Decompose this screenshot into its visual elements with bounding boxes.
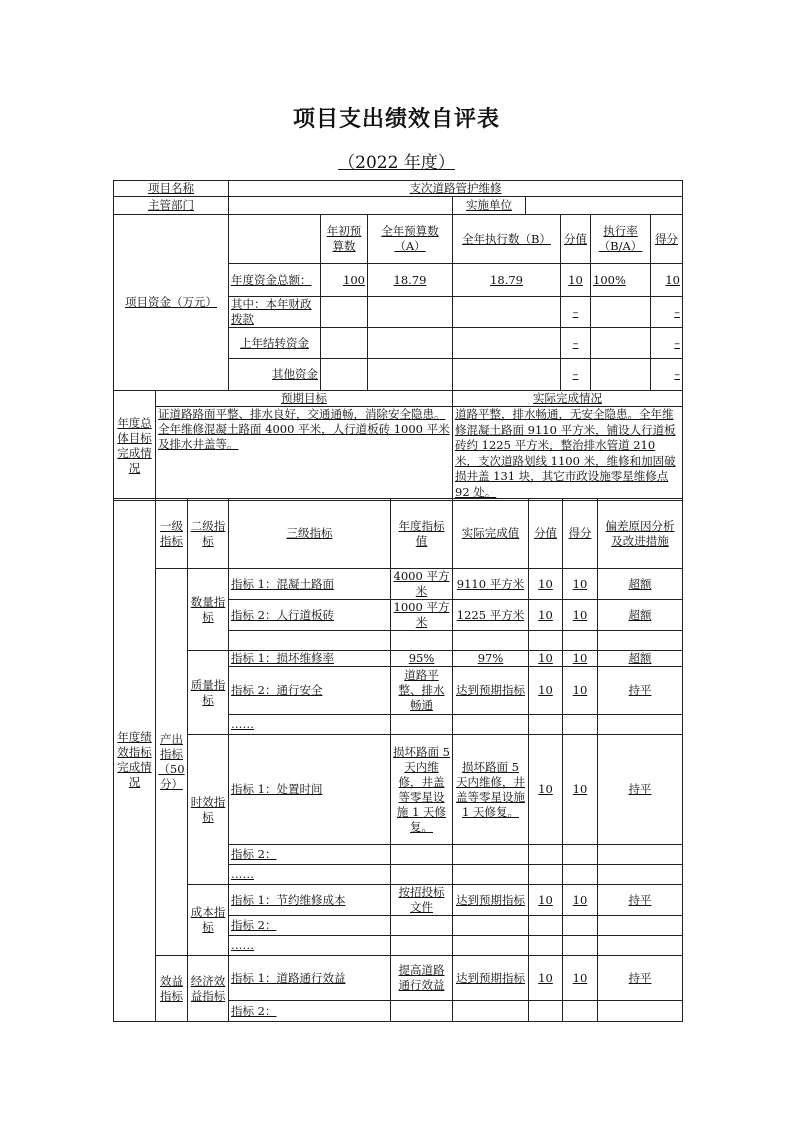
- indicator-target: [391, 735, 453, 845]
- funds-row-label: 其他资金: [229, 359, 321, 391]
- indicator-weight: [529, 600, 563, 631]
- indicator-target: [391, 631, 453, 651]
- level2-indicator-text: 数量指标: [190, 594, 226, 624]
- indicator-column-header-text: 年度指标值: [398, 518, 445, 548]
- indicator-deviation: [598, 569, 683, 600]
- indicator-name-text: 指标 1：处置时间: [231, 782, 323, 796]
- indicator-score: [563, 936, 598, 956]
- funds-score: –: [651, 328, 683, 359]
- indicator-name-text: ……: [231, 717, 254, 731]
- indicator-deviation: [598, 885, 683, 916]
- indicator-weight-text: 10: [538, 970, 553, 985]
- indicator-score: [563, 735, 598, 845]
- level2-indicator-text: 时效指标: [190, 794, 226, 824]
- indicator-actual-text: 1225 平方米: [456, 607, 525, 622]
- indicator-target: [391, 715, 453, 735]
- funds-initial: [321, 359, 368, 391]
- indicators-label: [114, 499, 156, 1022]
- indicator-row: [114, 735, 683, 845]
- funds-weight: –: [561, 328, 591, 359]
- indicator-score: [563, 916, 598, 936]
- project-name-value: 支次道路管护维修: [229, 181, 683, 197]
- funds-annual: [368, 359, 453, 391]
- indicator-target-text: 95%: [408, 651, 435, 665]
- indicator-name: [229, 956, 391, 1001]
- indicator-row: [114, 569, 683, 600]
- indicator-column-header: [391, 499, 453, 569]
- indicator-target: [391, 651, 453, 667]
- indicator-weight: [529, 631, 563, 651]
- funds-header: 全年执行数（B）: [453, 215, 561, 264]
- indicator-deviation: [598, 936, 683, 956]
- indicator-target: [391, 667, 453, 715]
- indicator-weight: [529, 735, 563, 845]
- empty-cell: [229, 215, 321, 264]
- indicator-deviation: [598, 735, 683, 845]
- indicator-deviation: [598, 956, 683, 1001]
- indicator-actual: [453, 715, 529, 735]
- indicator-actual-text: 达到预期指标: [456, 683, 525, 697]
- indicators-header-row: [114, 499, 683, 569]
- indicator-deviation: [598, 865, 683, 885]
- indicator-name: [229, 885, 391, 916]
- indicator-score-text: 10: [572, 970, 588, 985]
- indicator-name-text: 指标 2：: [231, 918, 277, 932]
- indicator-actual: [453, 667, 529, 715]
- indicator-score: [563, 651, 598, 667]
- project-info-table: [113, 180, 683, 391]
- indicator-name: [229, 600, 391, 631]
- indicator-actual: [453, 569, 529, 600]
- funds-annual: [368, 328, 453, 359]
- indicator-name: [229, 916, 391, 936]
- indicator-deviation: [598, 1001, 683, 1022]
- indicator-actual-text: 达到预期指标: [456, 970, 525, 985]
- funds-row-label: 年度资金总额：: [229, 264, 321, 297]
- indicator-score: [563, 1001, 598, 1022]
- indicator-weight: [529, 715, 563, 735]
- funds-rate: [591, 328, 651, 359]
- funds-rate: [591, 359, 651, 391]
- level2-indicator-text: 质量指标: [190, 677, 226, 707]
- indicator-deviation-text: 超额: [628, 576, 652, 591]
- indicator-column-header: [156, 499, 188, 569]
- indicators-label-text: 年度绩效指标完成情况: [117, 730, 152, 789]
- funds-executed: 18.79: [453, 264, 561, 297]
- goals-label: 年度总体目标完成情况: [114, 391, 156, 501]
- indicator-weight: [529, 667, 563, 715]
- dept-label: 主管部门: [114, 197, 229, 215]
- indicator-name-text: 指标 2：人行道板砖: [231, 607, 334, 622]
- indicator-actual-text: 损坏路面 5 天内维修，井盖等零星设施 1 天修复。: [456, 759, 525, 819]
- funds-label: 项目资金（万元）: [114, 215, 229, 391]
- indicator-name: [229, 845, 391, 865]
- indicator-target: [391, 885, 453, 916]
- indicator-deviation-text: 持平: [628, 970, 652, 985]
- level2-indicator-text: 经济效益指标: [190, 973, 226, 1003]
- indicator-name: [229, 651, 391, 667]
- level1-indicator-text: 效益指标: [160, 973, 183, 1003]
- indicator-column-header: [598, 499, 683, 569]
- impl-label: 实施单位: [453, 197, 526, 215]
- indicator-score: [563, 865, 598, 885]
- actual-result-text: 道路平整，排水畅通，无安全隐患。全年维修混凝土路面 9110 平方米，铺设人行道板砖约 1225 平方米，整治排水管道 210 米，支次道路划线 1100 米，维修和加固破损井盖 131 块，其它市政设施零星维修点 92 处。: [453, 407, 683, 501]
- indicator-score-text: 10: [572, 782, 588, 796]
- document-title: 项目支出绩效自评表: [292, 106, 500, 132]
- indicator-column-header-text: 偏差原因分析及改进措施: [605, 518, 675, 548]
- level2-indicator: [188, 885, 229, 956]
- indicator-name: [229, 865, 391, 885]
- indicator-deviation-text: 持平: [628, 892, 652, 907]
- indicator-name: [229, 936, 391, 956]
- indicator-deviation-text: 持平: [628, 782, 652, 796]
- indicator-column-header-text: 实际完成值: [461, 526, 520, 540]
- level1-indicator: [156, 569, 188, 956]
- indicator-score: [563, 600, 598, 631]
- funds-initial: [321, 328, 368, 359]
- indicator-name: [229, 667, 391, 715]
- indicator-score-text: 10: [572, 607, 588, 622]
- indicator-weight: [529, 865, 563, 885]
- level2-indicator: [188, 735, 229, 885]
- indicator-column-header: [529, 499, 563, 569]
- indicator-score: [563, 845, 598, 865]
- indicator-target: [391, 936, 453, 956]
- indicator-name-text: ……: [231, 867, 254, 881]
- expected-header: 预期目标: [156, 391, 453, 407]
- indicator-target: [391, 956, 453, 1001]
- indicator-column-header: [229, 499, 391, 569]
- funds-header: 全年预算数（A）: [368, 215, 453, 264]
- indicator-score: [563, 956, 598, 1001]
- funds-annual: [368, 297, 453, 328]
- indicator-actual: [453, 651, 529, 667]
- indicator-name: [229, 715, 391, 735]
- funds-header: 分值: [561, 215, 591, 264]
- indicator-name-text: 指标 1：道路通行效益: [231, 970, 346, 985]
- indicator-weight: [529, 651, 563, 667]
- indicator-actual: [453, 865, 529, 885]
- indicator-score: [563, 715, 598, 735]
- funds-weight: 10: [561, 264, 591, 297]
- level2-indicator: [188, 651, 229, 735]
- indicator-column-header-text: 分值: [534, 526, 557, 540]
- indicator-name: [229, 631, 391, 651]
- funds-row-label: 上年结转资金: [229, 328, 321, 359]
- indicator-score: [563, 569, 598, 600]
- indicator-column-header-text: 二级指标: [190, 518, 226, 548]
- indicator-weight-text: 10: [538, 782, 553, 796]
- funds-annual: 18.79: [368, 264, 453, 297]
- indicator-weight: [529, 845, 563, 865]
- indicator-column-header-text: 一级指标: [160, 518, 183, 548]
- indicator-column-header: [188, 499, 229, 569]
- level2-indicator: [188, 956, 229, 1022]
- indicator-weight-text: 10: [538, 683, 553, 697]
- indicator-row: [114, 651, 683, 667]
- funds-weight: –: [561, 359, 591, 391]
- indicator-weight-text: 10: [538, 651, 553, 665]
- indicator-actual-text: 9110 平方米: [456, 576, 525, 591]
- indicator-weight: [529, 885, 563, 916]
- indicator-score-text: 10: [572, 683, 588, 697]
- dept-value: [229, 197, 453, 215]
- indicator-target: [391, 916, 453, 936]
- indicator-actual-text: 达到预期指标: [456, 892, 525, 907]
- funds-header: 得分: [651, 215, 683, 264]
- indicator-deviation: [598, 651, 683, 667]
- indicator-deviation-text: 超额: [628, 651, 652, 665]
- indicator-score: [563, 631, 598, 651]
- indicator-actual: [453, 735, 529, 845]
- funds-rate: 100%: [591, 264, 651, 297]
- funds-weight: –: [561, 297, 591, 328]
- level1-indicator: [156, 956, 188, 1022]
- indicator-target-text: 提高道路通行效益: [398, 963, 445, 992]
- indicator-actual: [453, 916, 529, 936]
- indicator-deviation: [598, 600, 683, 631]
- funds-score: –: [651, 359, 683, 391]
- indicator-name: [229, 569, 391, 600]
- indicator-deviation: [598, 916, 683, 936]
- funds-score: –: [651, 297, 683, 328]
- indicator-weight-text: 10: [538, 892, 553, 907]
- indicator-target-text: 1000 平方米: [393, 600, 450, 629]
- indicator-weight: [529, 956, 563, 1001]
- indicator-column-header-text: 三级指标: [286, 526, 333, 540]
- indicator-deviation-text: 超额: [628, 607, 652, 622]
- indicator-target-text: 道路平整、排水畅通: [398, 668, 445, 712]
- level1-indicator-text: 产出指标（50分）: [158, 732, 185, 791]
- funds-rate: [591, 297, 651, 328]
- indicator-name: [229, 1001, 391, 1022]
- indicator-deviation: [598, 667, 683, 715]
- project-name-label: 项目名称: [114, 181, 229, 197]
- indicator-target: [391, 600, 453, 631]
- indicator-weight: [529, 936, 563, 956]
- goals-table: [113, 390, 683, 501]
- funds-initial: [321, 297, 368, 328]
- indicator-column-header: [453, 499, 529, 569]
- indicator-name-text: 指标 2：: [231, 847, 277, 861]
- indicator-weight-text: 10: [538, 607, 553, 622]
- indicator-deviation: [598, 845, 683, 865]
- indicator-name-text: 指标 1：混凝土路面: [231, 576, 334, 591]
- funds-header: 执行率（B/A）: [591, 215, 651, 264]
- funds-executed: [453, 359, 561, 391]
- expected-goal-text: 证道路路面平整、排水良好，交通通畅，消除安全隐患。 全年维修混凝土路面 4000 平米，人行道板砖 1000 平米及排水井盖等。: [156, 407, 453, 501]
- indicator-weight: [529, 569, 563, 600]
- level2-indicator-text: 成本指标: [190, 905, 226, 934]
- indicator-column-header-text: 得分: [568, 526, 592, 540]
- indicator-name-text: 指标 1：节约维修成本: [231, 892, 346, 907]
- indicator-weight: [529, 916, 563, 936]
- indicator-row: [114, 956, 683, 1001]
- indicators-table: [113, 498, 683, 1022]
- indicator-target-text: 4000 平方米: [393, 569, 450, 598]
- indicator-deviation-text: 持平: [628, 683, 652, 697]
- funds-executed: [453, 328, 561, 359]
- funds-row-label: 其中：本年财政拨款: [229, 297, 321, 328]
- document-year: （2022 年度）: [338, 153, 455, 173]
- indicator-name-text: 指标 2：通行安全: [231, 683, 323, 697]
- actual-header: 实际完成情况: [453, 391, 683, 407]
- indicator-target: [391, 865, 453, 885]
- indicator-actual: [453, 885, 529, 916]
- indicator-target: [391, 845, 453, 865]
- indicator-score-text: 10: [572, 892, 588, 907]
- indicator-weight-text: 10: [538, 576, 553, 591]
- indicator-column-header: [563, 499, 598, 569]
- indicator-target-text: 损坏路面 5 天内维修，井盖等零星设施 1 天修复。: [393, 744, 450, 834]
- indicator-name-text: ……: [231, 938, 254, 952]
- indicator-deviation: [598, 715, 683, 735]
- indicator-target-text: 按招投标文件: [398, 885, 445, 914]
- impl-value: [526, 197, 683, 215]
- indicator-actual: [453, 600, 529, 631]
- indicator-score: [563, 885, 598, 916]
- indicator-row: [114, 885, 683, 916]
- indicator-name: [229, 735, 391, 845]
- indicator-target: [391, 1001, 453, 1022]
- indicator-actual: [453, 1001, 529, 1022]
- funds-header: 年初预算数: [321, 215, 368, 264]
- indicator-actual: [453, 936, 529, 956]
- funds-score: 10: [651, 264, 683, 297]
- indicator-actual: [453, 631, 529, 651]
- indicator-actual: [453, 956, 529, 1001]
- indicator-weight: [529, 1001, 563, 1022]
- indicator-actual-text: 97%: [477, 651, 504, 665]
- indicator-deviation: [598, 631, 683, 651]
- indicator-score-text: 10: [572, 576, 588, 591]
- level2-indicator: [188, 569, 229, 651]
- indicator-score-text: 10: [572, 651, 588, 665]
- funds-initial: 100: [321, 264, 368, 297]
- funds-executed: [453, 297, 561, 328]
- indicator-actual: [453, 845, 529, 865]
- indicator-name-text: 指标 1：损坏维修率: [231, 651, 334, 665]
- indicator-target: [391, 569, 453, 600]
- indicator-score: [563, 667, 598, 715]
- indicator-name-text: 指标 2：: [231, 1003, 277, 1018]
